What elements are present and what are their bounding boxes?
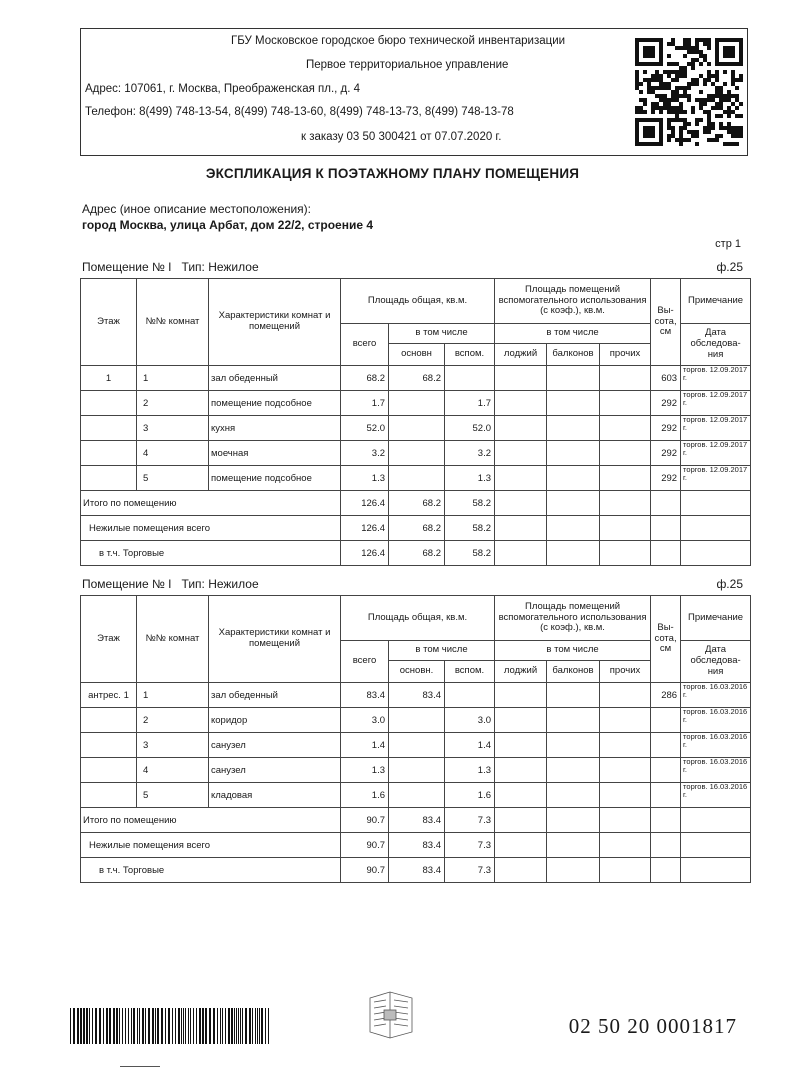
cell-height [651,708,681,733]
col-main: основн. [389,661,445,683]
col-other: прочих [600,661,651,683]
cell-other [600,733,651,758]
cell-date: торгов. 12.09.2017 г. [681,416,751,441]
cell-loggias [495,733,547,758]
cell-main [389,391,445,416]
col-aux-area: Площадь помещений вспомогательного использования (с коэф.), кв.м. [495,279,651,324]
cell-room: 2 [137,708,209,733]
cell-date: торгов. 12.09.2017 г. [681,466,751,491]
table-row [81,391,751,416]
col-total: всего [341,324,389,366]
cell-name: помещение подсобное [209,466,341,491]
cell-aux: 1.7 [445,391,495,416]
cell-room: 2 [137,391,209,416]
table-row [81,783,751,808]
cell-aux: 1.6 [445,783,495,808]
col-balconies: балконов [547,344,600,366]
totals-label: Нежилые помещения всего [81,516,341,541]
table-row [81,441,751,466]
premises-number: Помещение № I [82,260,172,274]
cell-balconies [547,441,600,466]
cell-date: торгов. 16.03.2016 г. [681,708,751,733]
cell-other [600,366,651,391]
cell-other [600,783,651,808]
totals-label: в т.ч. Торговые [81,541,341,566]
col-floor: Этаж [81,279,137,366]
header-phone: Телефон: 8(499) 748-13-54, 8(499) 748-13-60, 8(499) 748-13-73, 8(499) 748-13-78 [85,106,514,118]
header-order: к заказу 03 50 300421 от 07.07.2020 г. [301,131,502,143]
totals-total: 126.4 [341,491,389,516]
table-row [81,366,751,391]
cell-name: зал обеденный [209,683,341,708]
cell-name: санузел [209,758,341,783]
cell-aux: 1.3 [445,758,495,783]
cell-height: 292 [651,466,681,491]
cell-floor [81,708,137,733]
col-height: Вы-сота, см [651,279,681,366]
cell-total: 1.3 [341,758,389,783]
cell-other [600,391,651,416]
cell-main [389,733,445,758]
barcode-icon [70,1008,275,1046]
col-total-area: Площадь общая, кв.м. [341,596,495,641]
cell-date: торгов. 12.09.2017 г. [681,391,751,416]
cell-floor: антрес. 1 [81,683,137,708]
totals-total: 90.7 [341,833,389,858]
cell-loggias [495,708,547,733]
cell-balconies [547,466,600,491]
table-row [81,466,751,491]
col-loggias: лоджий [495,661,547,683]
table-row [81,683,751,708]
cell-aux: 1.4 [445,733,495,758]
cell-room: 1 [137,683,209,708]
totals-main: 68.2 [389,541,445,566]
col-survey-date: Дата обследова-ния [681,641,751,683]
cell-aux: 52.0 [445,416,495,441]
cell-height [651,783,681,808]
cell-height: 292 [651,441,681,466]
cell-other [600,708,651,733]
totals-label: Итого по помещению [81,808,341,833]
cell-aux: 1.3 [445,466,495,491]
cell-total: 1.3 [341,466,389,491]
cell-balconies [547,708,600,733]
cell-floor [81,441,137,466]
totals-row [81,491,751,516]
totals-total: 90.7 [341,808,389,833]
cell-date: торгов. 16.03.2016 г. [681,783,751,808]
cell-balconies [547,758,600,783]
cell-main [389,416,445,441]
totals-label: Итого по помещению [81,491,341,516]
cell-floor [81,416,137,441]
cell-height: 292 [651,391,681,416]
cell-balconies [547,391,600,416]
cell-loggias [495,466,547,491]
cell-total: 1.7 [341,391,389,416]
cell-room: 4 [137,758,209,783]
cell-total: 3.0 [341,708,389,733]
cell-aux [445,683,495,708]
address-label: Адрес (иное описание местоположения): [82,202,311,216]
col-including-aux: в том числе [495,641,651,661]
cell-total: 83.4 [341,683,389,708]
totals-aux: 58.2 [445,491,495,516]
form-number: ф.25 [716,577,743,591]
page-number: стр 1 [715,238,741,250]
totals-label: Нежилые помещения всего [81,833,341,858]
cell-total: 1.4 [341,733,389,758]
cell-loggias [495,391,547,416]
cell-height [651,733,681,758]
qr-code-icon [635,35,743,149]
cell-date: торгов. 12.09.2017 г. [681,366,751,391]
col-aux: вспом. [445,661,495,683]
cell-aux: 3.2 [445,441,495,466]
explication-table [80,278,751,566]
cell-loggias [495,758,547,783]
cell-floor [81,733,137,758]
cell-date: торгов. 16.03.2016 г. [681,733,751,758]
totals-aux: 7.3 [445,808,495,833]
col-note: Примечание [681,596,751,641]
cell-aux: 3.0 [445,708,495,733]
cell-main: 68.2 [389,366,445,391]
totals-total: 90.7 [341,858,389,883]
cell-name: санузел [209,733,341,758]
cell-total: 3.2 [341,441,389,466]
cell-balconies [547,683,600,708]
col-height: Вы-сота, см [651,596,681,683]
cell-date: торгов. 16.03.2016 г. [681,758,751,783]
cell-balconies [547,416,600,441]
cell-main [389,758,445,783]
col-note: Примечание [681,279,751,324]
totals-row [81,516,751,541]
cell-date: торгов. 12.09.2017 г. [681,441,751,466]
cell-balconies [547,366,600,391]
totals-aux: 58.2 [445,541,495,566]
col-aux: вспом. [445,344,495,366]
cell-room: 3 [137,416,209,441]
cell-loggias [495,683,547,708]
cell-height [651,758,681,783]
cell-other [600,416,651,441]
cell-name: помещение подсобное [209,391,341,416]
cell-main [389,708,445,733]
table-row [81,758,751,783]
premises-heading [82,577,259,591]
totals-row [81,808,751,833]
col-other: прочих [600,344,651,366]
cell-total: 52.0 [341,416,389,441]
cell-floor [81,466,137,491]
header-org: ГБУ Московское городское бюро технической инвентаризации [231,35,566,47]
cell-main [389,441,445,466]
cell-name: кладовая [209,783,341,808]
cell-total: 1.6 [341,783,389,808]
col-total-area: Площадь общая, кв.м. [341,279,495,324]
cell-room: 1 [137,366,209,391]
cell-height: 603 [651,366,681,391]
cell-other [600,441,651,466]
totals-row [81,541,751,566]
col-including: в том числе [389,641,495,661]
cell-room: 3 [137,733,209,758]
document-number: 02 50 20 0001817 [568,1014,737,1038]
totals-main: 83.4 [389,858,445,883]
col-including: в том числе [389,324,495,344]
col-characteristics: Характеристики комнат и помещений [209,279,341,366]
totals-row [81,833,751,858]
cell-name: зал обеденный [209,366,341,391]
col-aux-area: Площадь помещений вспомогательного использования (с коэф.), кв.м. [495,596,651,641]
col-including-aux: в том числе [495,324,651,344]
premises-heading [82,260,259,274]
totals-label: в т.ч. Торговые [81,858,341,883]
premises-number: Помещение № I [82,577,172,591]
cell-loggias [495,441,547,466]
cell-other [600,683,651,708]
cell-balconies [547,733,600,758]
totals-total: 126.4 [341,516,389,541]
cell-name: кухня [209,416,341,441]
header-department: Первое территориальное управление [306,59,509,71]
header-box [80,28,748,156]
premises-type: Тип: Нежилое [181,577,259,591]
col-rooms: №№ комнат [137,279,209,366]
col-rooms: №№ комнат [137,596,209,683]
totals-aux: 7.3 [445,833,495,858]
cell-loggias [495,416,547,441]
cell-room: 4 [137,441,209,466]
cell-aux [445,366,495,391]
form-number: ф.25 [716,260,743,274]
cell-name: коридор [209,708,341,733]
cell-name: моечная [209,441,341,466]
cell-room: 5 [137,466,209,491]
footer-rule [120,1066,160,1067]
totals-main: 83.4 [389,833,445,858]
cell-loggias [495,366,547,391]
page-title: ЭКСПЛИКАЦИЯ К ПОЭТАЖНОМУ ПЛАНУ ПОМЕЩЕНИЯ [205,166,580,181]
stamp-icon [360,988,422,1040]
totals-main: 68.2 [389,491,445,516]
cell-date: торгов. 16.03.2016 г. [681,683,751,708]
explication-table [80,595,751,883]
totals-total: 126.4 [341,541,389,566]
cell-other [600,758,651,783]
totals-aux: 7.3 [445,858,495,883]
table-row [81,733,751,758]
table-row [81,416,751,441]
cell-room: 5 [137,783,209,808]
cell-main [389,466,445,491]
col-characteristics: Характеристики комнат и помещений [209,596,341,683]
totals-main: 83.4 [389,808,445,833]
col-balconies: балконов [547,661,600,683]
cell-main [389,783,445,808]
table-row [81,708,751,733]
cell-height: 292 [651,416,681,441]
cell-main: 83.4 [389,683,445,708]
header-address: Адрес: 107061, г. Москва, Преображенская пл., д. 4 [85,83,361,95]
col-survey-date: Дата обследова-ния [681,324,751,366]
premises-type: Тип: Нежилое [181,260,259,274]
col-loggias: лоджий [495,344,547,366]
cell-floor [81,783,137,808]
cell-loggias [495,783,547,808]
cell-floor: 1 [81,366,137,391]
cell-other [600,466,651,491]
totals-aux: 58.2 [445,516,495,541]
totals-row [81,858,751,883]
cell-floor [81,758,137,783]
col-main: основн [389,344,445,366]
cell-total: 68.2 [341,366,389,391]
cell-floor [81,391,137,416]
address-value: город Москва, улица Арбат, дом 22/2, строение 4 [82,218,374,232]
cell-balconies [547,783,600,808]
cell-height: 286 [651,683,681,708]
totals-main: 68.2 [389,516,445,541]
col-floor: Этаж [81,596,137,683]
col-total: всего [341,641,389,683]
